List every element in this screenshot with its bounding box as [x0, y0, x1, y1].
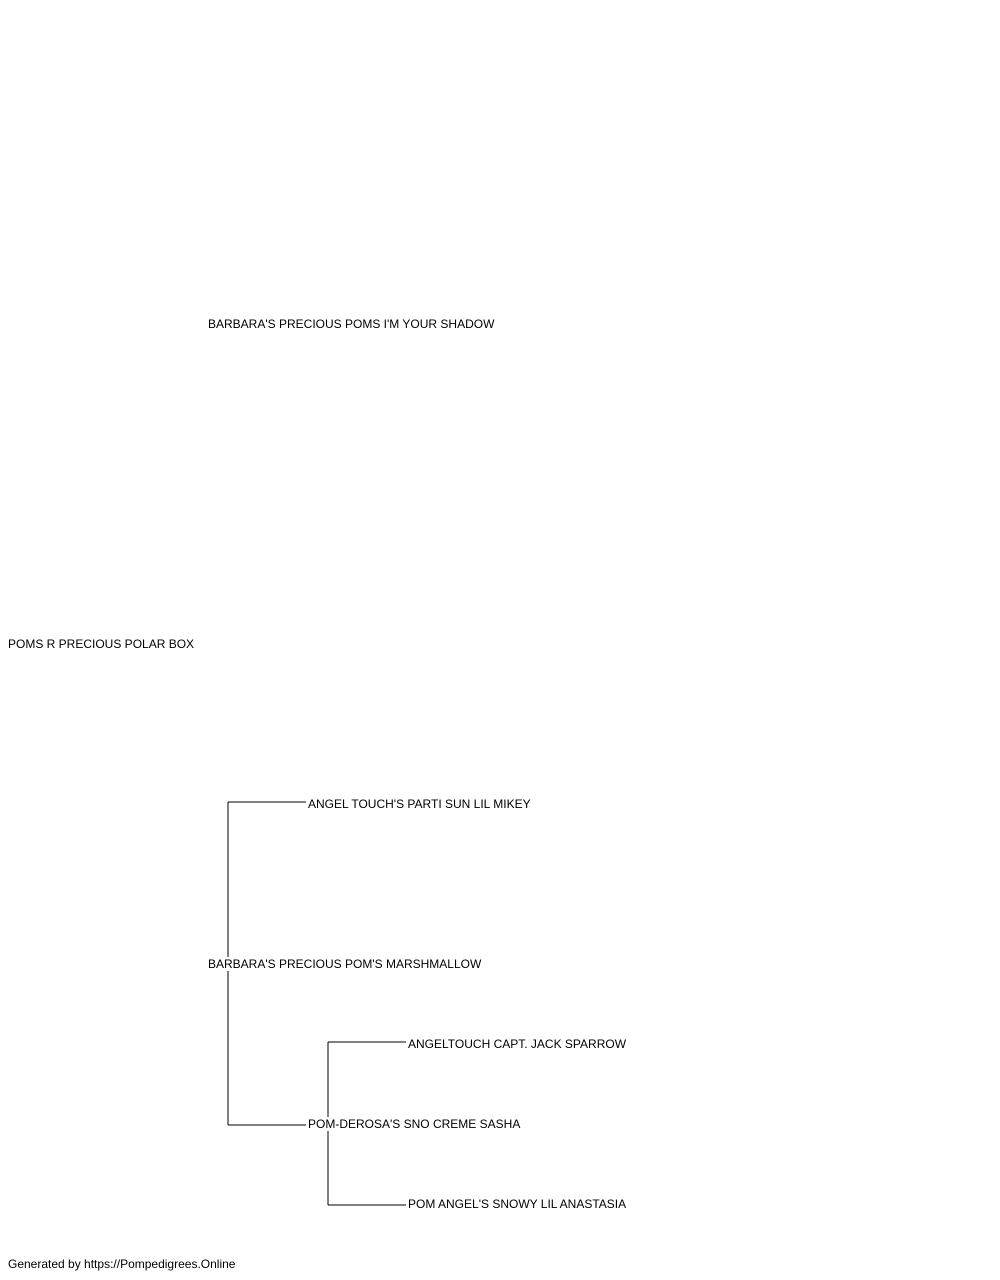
pedigree-dam-dam-sire-name: ANGELTOUCH CAPT. JACK SPARROW: [408, 1037, 627, 1051]
pedigree-dam-name: BARBARA'S PRECIOUS POM'S MARSHMALLOW: [208, 957, 482, 971]
generated-by-footer: Generated by https://Pompedigrees.Online: [8, 1257, 236, 1271]
pedigree-dam-dam-dam-name: POM ANGEL'S SNOWY LIL ANASTASIA: [408, 1197, 627, 1211]
pedigree-dam-sire-name: ANGEL TOUCH'S PARTI SUN LIL MIKEY: [308, 797, 531, 811]
pedigree-subject-name: POMS R PRECIOUS POLAR BOX: [8, 637, 195, 651]
pedigree-dam-dam-name: POM-DEROSA'S SNO CREME SASHA: [308, 1117, 521, 1131]
pedigree-sire-name: BARBARA'S PRECIOUS POMS I'M YOUR SHADOW: [208, 317, 495, 331]
